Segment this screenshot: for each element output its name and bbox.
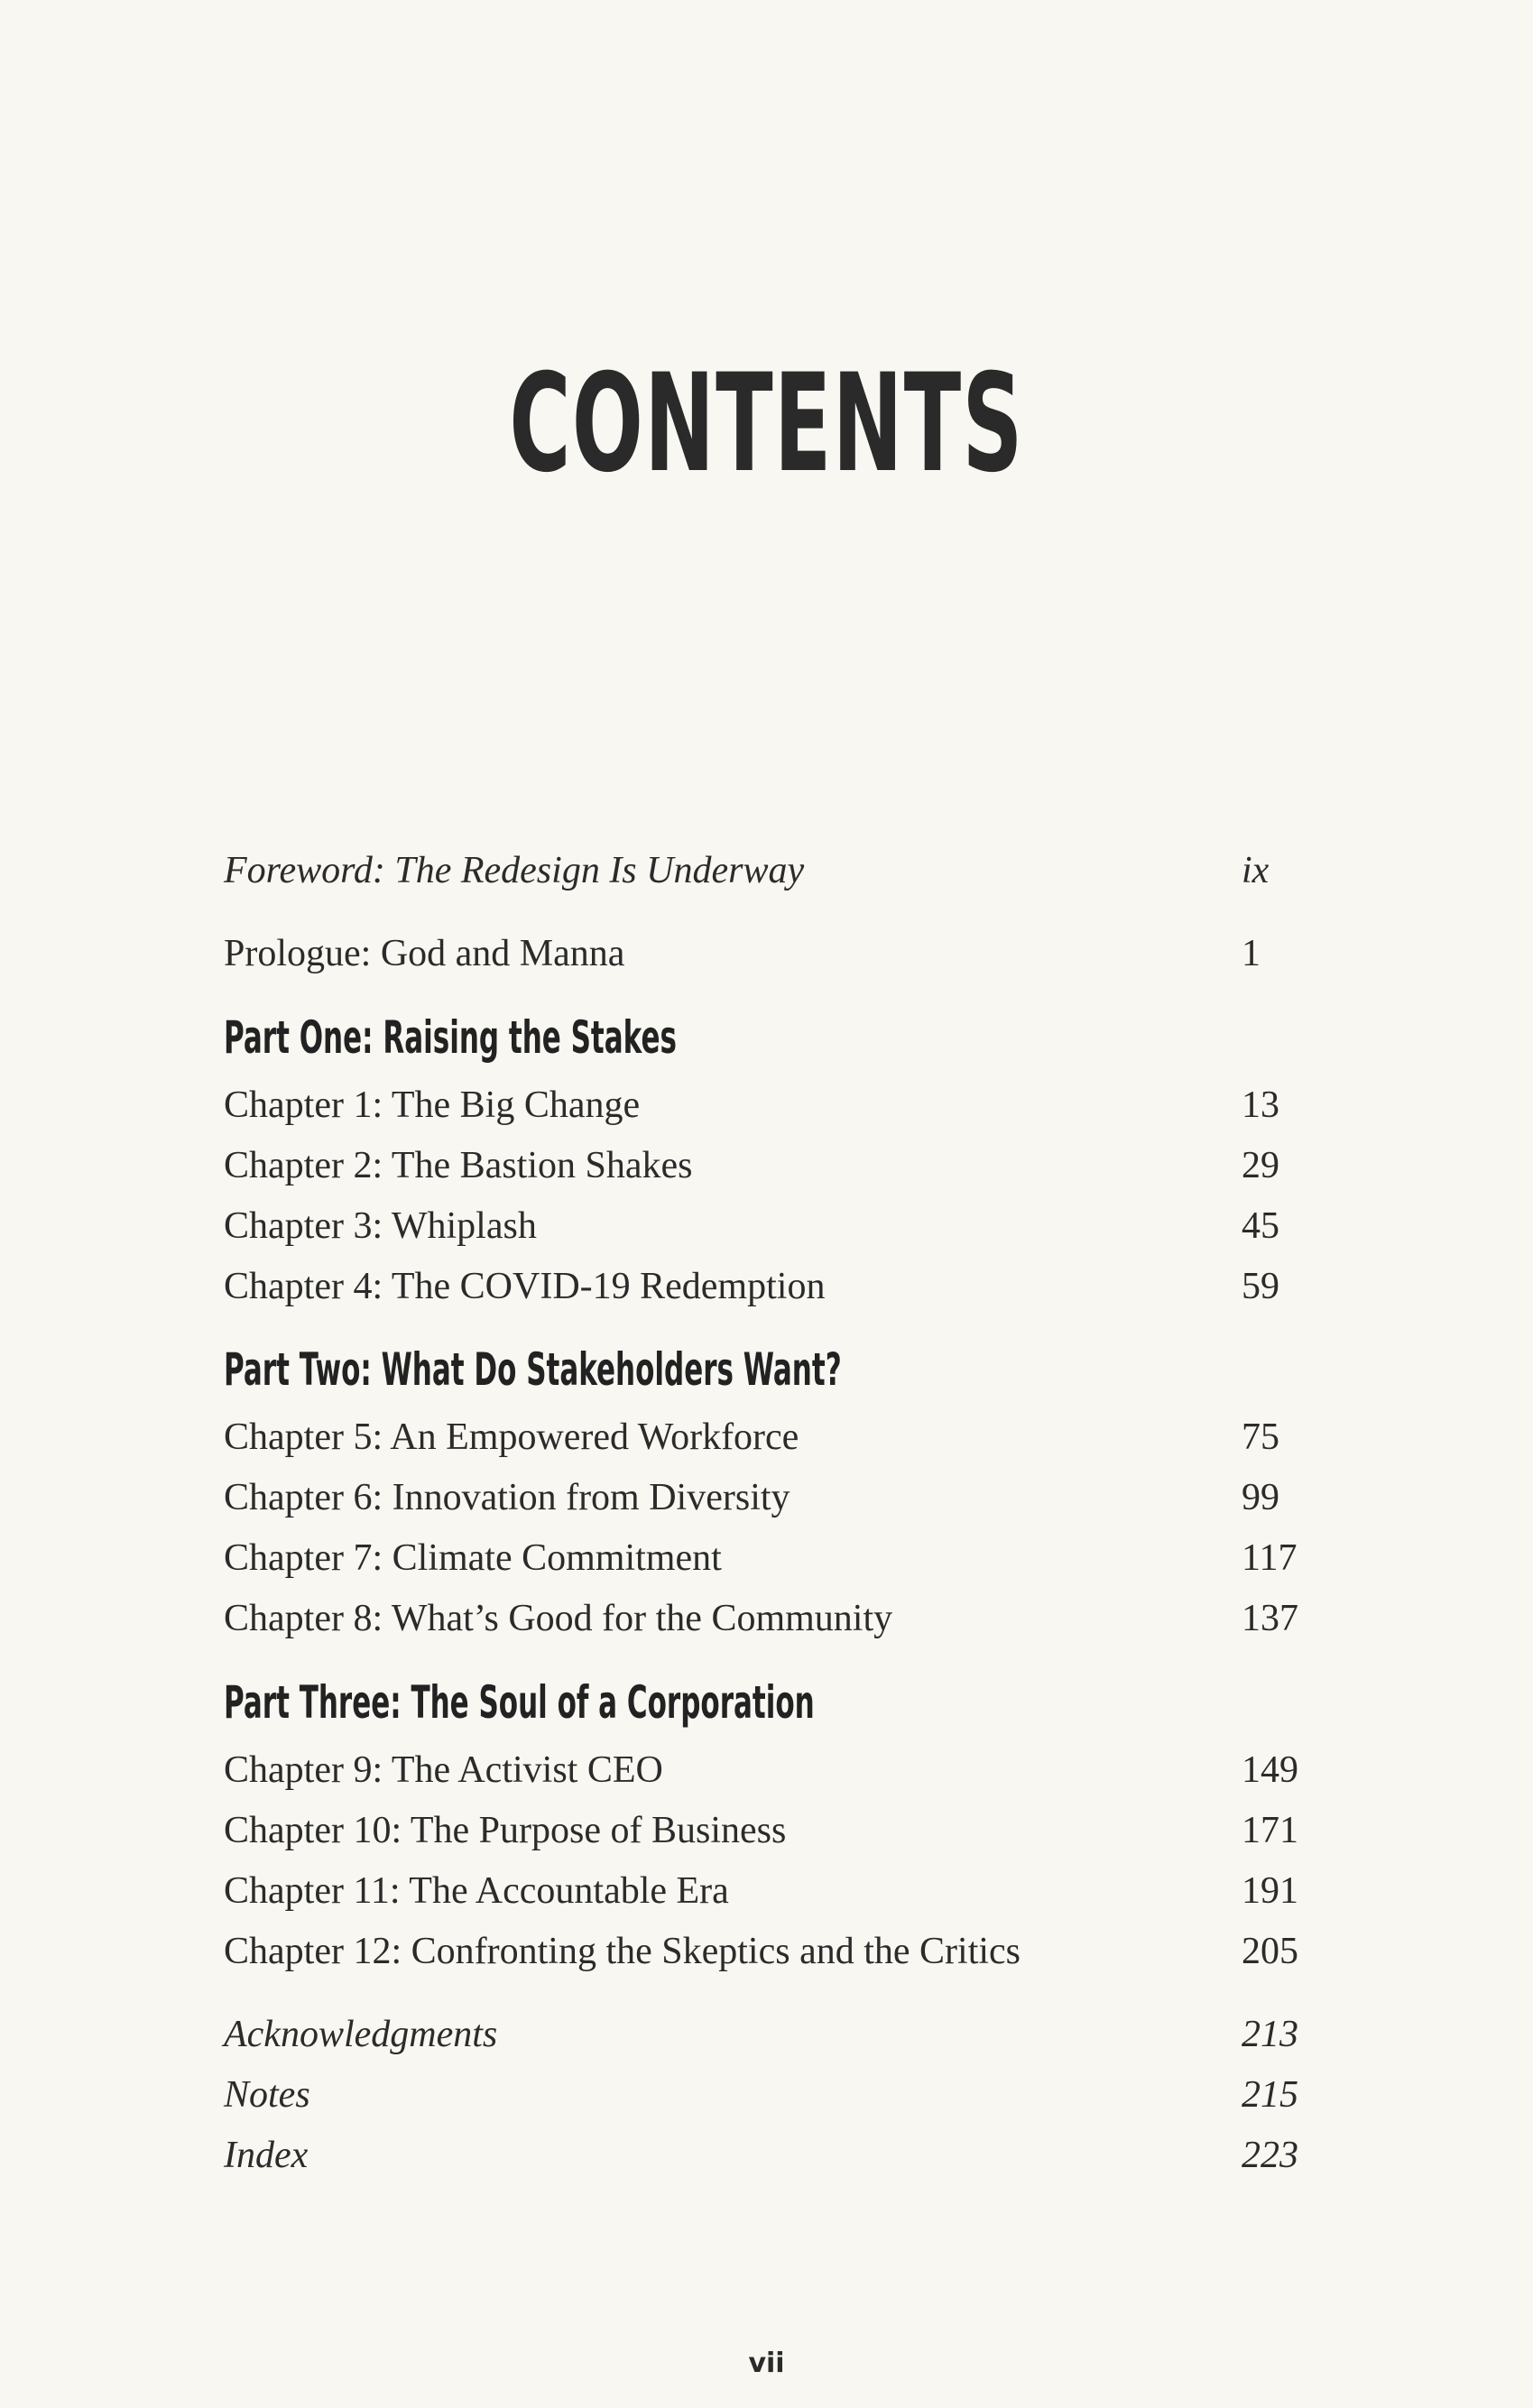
toc-entry-page: 59: [1242, 1266, 1279, 1307]
toc-entry-label: Chapter 9: The Activist CEO: [224, 1749, 663, 1791]
toc-entry-page: 215: [1242, 2074, 1298, 2116]
toc-entry-page: 205: [1242, 1931, 1298, 1972]
toc-entry-foreword: [224, 844, 1307, 898]
toc-entry-chapter: [224, 1199, 1307, 1253]
toc-entry-label: Acknowledgments: [224, 2014, 498, 2055]
page-title: CONTENTS: [509, 346, 1024, 503]
toc-entry-label: Chapter 7: Climate Commitment: [224, 1537, 722, 1579]
toc-entry-label: Chapter 4: The COVID-19 Redemption: [224, 1266, 826, 1307]
toc-entry-page: 1: [1242, 933, 1261, 974]
toc-entry-page: 29: [1242, 1145, 1279, 1186]
toc-entry-label: Chapter 11: The Accountable Era: [224, 1870, 729, 1912]
toc-entry-index: [224, 2128, 1307, 2182]
page-number-folio: vii: [748, 2348, 785, 2379]
toc-entry-chapter: [224, 1591, 1307, 1646]
toc-entry-page: 191: [1242, 1870, 1298, 1912]
toc-entry-chapter: [224, 1410, 1307, 1464]
toc-entry-chapter: [224, 1743, 1307, 1797]
toc-entry-page: 45: [1242, 1205, 1279, 1247]
toc-part-heading: Part Two: What Do Stakeholders Want?: [224, 1343, 842, 1396]
toc-entry-notes: [224, 2068, 1307, 2122]
toc-entry-page: 99: [1242, 1477, 1279, 1518]
toc-entry-page: 149: [1242, 1749, 1298, 1791]
toc-entry-label: Chapter 10: The Purpose of Business: [224, 1810, 787, 1851]
toc-entry-chapter: [224, 1078, 1307, 1132]
toc-entry-label: Prologue: God and Manna: [224, 933, 625, 974]
toc-entry-label: Chapter 1: The Big Change: [224, 1084, 641, 1126]
toc-entry-page: 171: [1242, 1810, 1298, 1851]
toc-entry-page: 223: [1242, 2135, 1298, 2176]
toc-entry-page: ix: [1242, 850, 1270, 891]
toc-part-heading: Part Three: The Soul of a Corporation: [224, 1676, 815, 1729]
toc-entry-chapter: [224, 1471, 1307, 1525]
toc-entry-chapter: [224, 1139, 1307, 1193]
toc-entry-label: Chapter 12: Confronting the Skeptics and the Critics: [224, 1931, 1021, 1972]
toc-part-heading: Part One: Raising the Stakes: [224, 1011, 677, 1064]
toc-entry-acknowledgments: [224, 2007, 1307, 2062]
toc-entry-page: 117: [1242, 1537, 1298, 1579]
toc-entry-label: Foreword: The Redesign Is Underway: [224, 850, 805, 891]
toc-entry-label: Chapter 6: Innovation from Diversity: [224, 1477, 790, 1518]
toc-entry-label: Chapter 5: An Empowered Workforce: [224, 1416, 799, 1458]
toc-entry-chapter: [224, 1864, 1307, 1918]
toc-entry-chapter: [224, 1531, 1307, 1585]
toc-entry-label: Chapter 2: The Bastion Shakes: [224, 1145, 693, 1186]
toc-entry-chapter: [224, 1259, 1307, 1314]
toc-entry-chapter: [224, 1804, 1307, 1858]
toc-entry-label: Index: [224, 2135, 309, 2176]
toc-entry-chapter: [224, 1924, 1307, 1979]
toc-entry-page: 13: [1242, 1084, 1279, 1126]
toc-entry-label: Notes: [224, 2074, 310, 2116]
toc-entry-page: 75: [1242, 1416, 1279, 1458]
toc-entry-prologue: [224, 927, 1307, 981]
toc-entry-label: Chapter 8: What’s Good for the Community: [224, 1598, 893, 1639]
toc-entry-page: 137: [1242, 1598, 1298, 1639]
toc-entry-label: Chapter 3: Whiplash: [224, 1205, 537, 1247]
toc-entry-page: 213: [1242, 2014, 1298, 2055]
